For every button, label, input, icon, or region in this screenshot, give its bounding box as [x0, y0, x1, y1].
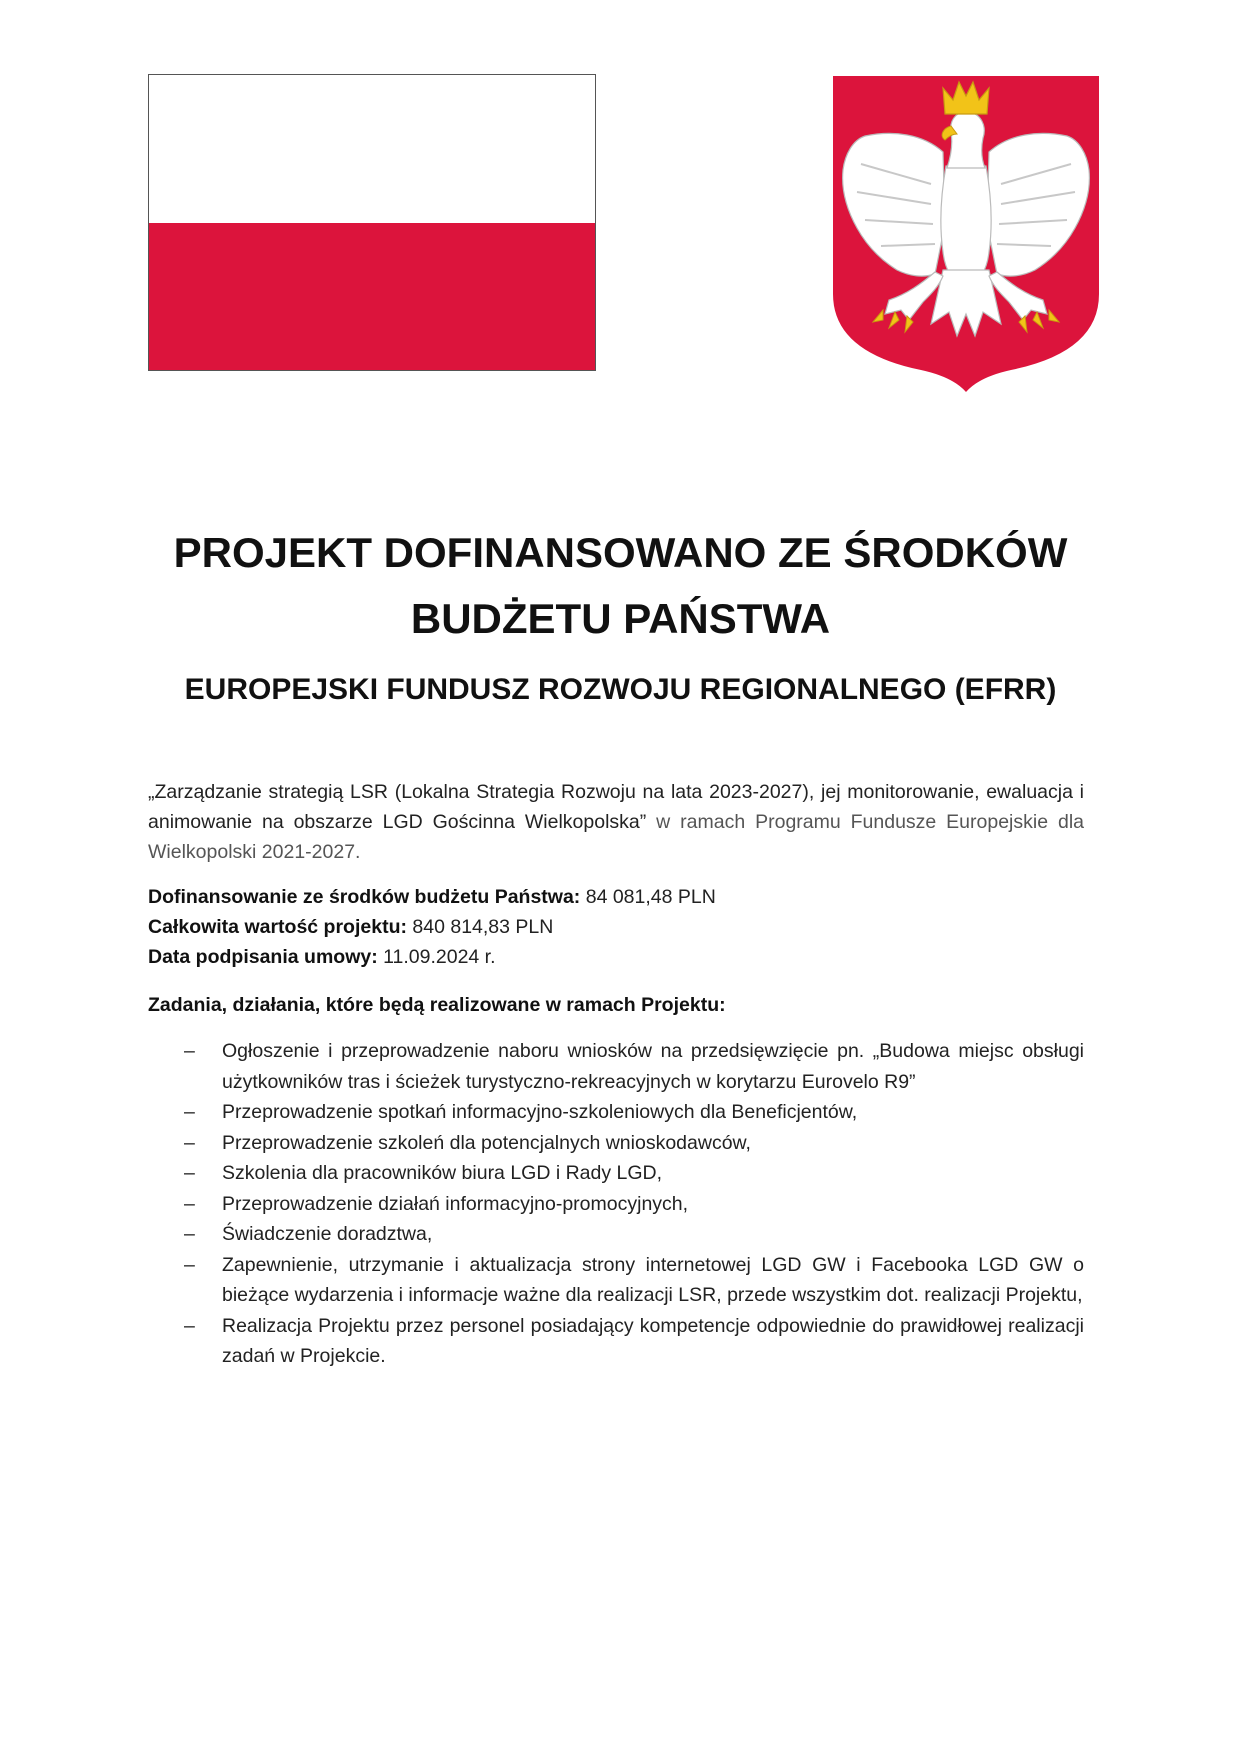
task-text: Przeprowadzenie działań informacyjno-promocyjnych,	[222, 1192, 689, 1215]
list-item	[148, 1189, 1084, 1220]
task-text: Zapewnienie, utrzymanie i aktualizacja strony internetowej LGD GW i Facebooka LGD GW o bieżące wydarzenia i informacje ważne dla realizacji LSR, przede wszystkim dot. realizacji Projektu,	[222, 1253, 1084, 1306]
dash-bullet-icon: –	[184, 1131, 195, 1154]
coat-of-arms-emblem	[831, 74, 1101, 394]
fund-subtitle: EUROPEJSKI FUNDUSZ ROZWOJU REGIONALNEGO (EFRR)	[184, 673, 1057, 706]
task-text: Świadczenie doradztwa,	[222, 1223, 433, 1245]
title-line-1: PROJEKT DOFINANSOWANO ZE ŚRODKÓW	[173, 529, 1068, 576]
fact-value: 84 081,48 PLN	[580, 886, 716, 908]
flag-red-band	[149, 223, 595, 371]
title-line-2: BUDŻETU PAŃSTWA	[410, 595, 831, 642]
task-text: Szkolenia dla pracowników biura LGD i Rady LGD,	[222, 1162, 663, 1184]
fact-value: 840 814,83 PLN	[406, 916, 554, 938]
list-item	[148, 1036, 1084, 1097]
list-item	[148, 1250, 1084, 1311]
flag-white-band	[149, 75, 595, 223]
tasks-heading: Zadania, działania, które będą realizowane w ramach Projektu:	[148, 994, 726, 1016]
project-description	[148, 777, 1084, 867]
tasks-list	[148, 1036, 1084, 1372]
dash-bullet-icon: –	[184, 1040, 195, 1062]
list-item	[148, 1158, 1084, 1189]
fact-label: Data podpisania umowy:	[148, 946, 378, 968]
fact-value: 11.09.2024 r.	[377, 946, 496, 968]
program-name: w ramach Programu Fundusze Europejskie dla Wielkopolski 2021-2027.	[148, 811, 1084, 863]
dash-bullet-icon: –	[184, 1223, 195, 1245]
task-text: Przeprowadzenie szkoleń dla potencjalnych wnioskodawców,	[222, 1131, 751, 1154]
task-text: Realizacja Projektu przez personel posiadający kompetencje odpowiednie do prawidłowej realizacji zadań w Projekcie.	[222, 1314, 1084, 1367]
document-title	[100, 520, 1141, 652]
dash-bullet-icon: –	[184, 1253, 195, 1276]
polish-flag	[148, 74, 596, 371]
task-text: Przeprowadzenie spotkań informacyjno-szkoleniowych dla Beneficjentów,	[222, 1101, 858, 1123]
fact-funding	[148, 882, 716, 912]
list-item	[148, 1219, 1084, 1250]
list-item	[148, 1311, 1084, 1372]
project-name: „Zarządzanie strategią LSR (Lokalna Strategia Rozwoju na lata 2023-2027), jej monitorowanie, ewaluacja i animowanie na obszarze LGD Gościnna Wielkopolska”	[148, 781, 1084, 833]
list-item	[148, 1128, 1084, 1159]
dash-bullet-icon: –	[184, 1101, 195, 1123]
task-text: Ogłoszenie i przeprowadzenie naboru wniosków na przedsięwzięcie pn. „Budowa miejsc obsługi użytkowników tras i ścieżek turystyczno-rekreacyjnych w korytarzu Eurovelo R9”	[222, 1040, 1084, 1093]
fact-label: Całkowita wartość projektu:	[148, 916, 407, 938]
project-facts	[148, 882, 716, 972]
dash-bullet-icon: –	[184, 1314, 195, 1337]
fact-total-value	[148, 912, 716, 942]
dash-bullet-icon: –	[184, 1162, 195, 1184]
dash-bullet-icon: –	[184, 1192, 195, 1215]
fact-signing-date	[148, 942, 716, 972]
list-item	[148, 1097, 1084, 1128]
fact-label: Dofinansowanie ze środków budżetu Państwa:	[148, 886, 581, 908]
